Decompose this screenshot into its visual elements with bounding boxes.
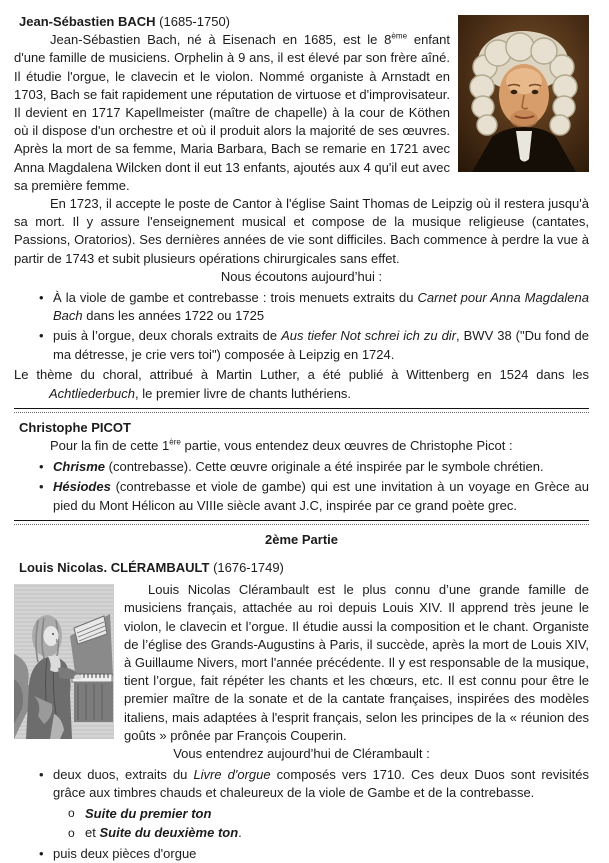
clerambault-listen-heading: Vous entendrez aujourd’hui de Clérambault :: [173, 746, 430, 762]
bach-bio-paragraph-2: En 1723, il accepte le poste de Cantor à l'église Saint Thomas de Leipzig où il restera jusqu'à sa mort. Il y assure l'enseignement musical et compose de la musique religieuse (cantates, Passions, Oratorios). Ses dernières années de vie sont difficiles. Bach commence à perdre la vue à partir de 1743 et subit plusieurs opérations chirurgicales sans effet.: [14, 196, 589, 266]
clerambault-suite-1: o Suite du premier ton: [14, 805, 589, 823]
section-divider-1: [14, 408, 589, 413]
bach-program-item-2: • puis à l’orgue, deux chorals extraits de Aus tiefer Not schrei ich zu dir, BWV 38 ("Du fond de ma détresse, je crie vers toi") composée à Leipzig en 1724.: [14, 327, 589, 363]
section-divider-2: [14, 520, 589, 525]
bach-bio-paragraph-1: Jean-Sébastien Bach, né à Eisenach en 1685, est le 8ème enfant d'une famille de musiciens. Orphelin à 9 ans, il est élevé par son frère aîné. Il étudie l'orgue, le clavecin et le violon. Nommé organiste à Arnstadt en 1703, Bach se fait rapidement une réputation de virtuose et d'improvisateur. Il devient en 1717 Kapellmeister (maître de chapelle) à la cour de Köthen où il dispose d'un orchestre et où il produit alors la majorité de ses œuvres. Après la mort de sa femme, Maria Barbara, Bach se remarie en 1721 avec Anna Magdalena Wilcken dont il eut 13 enfants, ajoutés aux 4 qu'il eut avec sa première femme.: [14, 31, 450, 193]
part2-heading: 2ème Partie: [265, 531, 338, 547]
bach-listen-heading: Nous écoutons aujourd’hui :: [220, 268, 383, 284]
clerambault-bio-paragraph: Louis Nicolas Clérambault est le plus connu d’une grande famille de musiciens français, attachée au roi depuis Louis XIV. Il apprend très jeune le violon, le clavecin et l’orgue. Il étudie aussi la composition et le chant. Organiste de l’église des Grands-Augustins à Paris, il succède, après la mort de Louis XIV, à Guillaume Nivers, mort l'année précédente. Il y est responsable de la musique, tient l’orgue, fait répéter les chants et les chœurs, etc. Il est connu pour être le premier maître de la sonate et de la cantate françaises, inspirées des modèles italiens, mais adaptées à l'esprit français, selon les principes de la « réunion des goûts » prônée par François Couperin.: [124, 582, 589, 743]
picot-intro: Pour la fin de cette 1ère partie, vous entendez deux œuvres de Christophe Picot :: [50, 437, 513, 453]
bach-name: Jean-Sébastien BACH: [19, 14, 156, 29]
clerambault-suite-2: o et Suite du deuxième ton.: [14, 824, 589, 842]
bach-dates: (1685-1750): [159, 14, 230, 29]
bach-choral-note: Le thème du choral, attribué à Martin Luther, a été publié à Wittenberg en 1524 dans les Achtliederbuch, le premier livre de chants luthériens.: [14, 367, 589, 401]
section-clerambault: [14, 559, 589, 863]
clerambault-name: Louis Nicolas. CLÉRAMBAULT: [19, 559, 210, 575]
section-picot: [14, 419, 589, 515]
clerambault-dates: (1676-1749): [213, 559, 284, 575]
picot-heading: Christophe PICOT: [19, 419, 131, 435]
clerambault-portrait: [14, 584, 114, 739]
picot-program-item-1: • Chrisme (contrebasse). Cette œuvre originale a été inspirée par le symbole chrétien.: [14, 458, 589, 476]
picot-program-item-2: • Hésiodes (contrebasse et viole de gambe) qui est une invitation à un voyage en Grèce au pied du Mont Hélicon au VIIIe siècle avant J.C, inspirée par ce grand poète grec.: [14, 478, 589, 514]
clerambault-program-item-2: • puis deux pièces d'orgue: [14, 845, 589, 863]
bach-program-item-1: • À la viole de gambe et contrebasse : trois menuets extraits du Carnet pour Anna Magdalena Bach dans les années 1722 ou 1725: [14, 289, 589, 325]
clerambault-program-item-1: • deux duos, extraits du Livre d'orgue composés vers 1710. Ces deux Duos sont revisités grâce aux timbres chauds et chaleureux de la viole de Gambe et de la contrebasse.: [14, 766, 589, 802]
section-bach: [14, 13, 589, 403]
clerambault-heading: [19, 559, 589, 577]
bach-portrait: [458, 15, 589, 172]
